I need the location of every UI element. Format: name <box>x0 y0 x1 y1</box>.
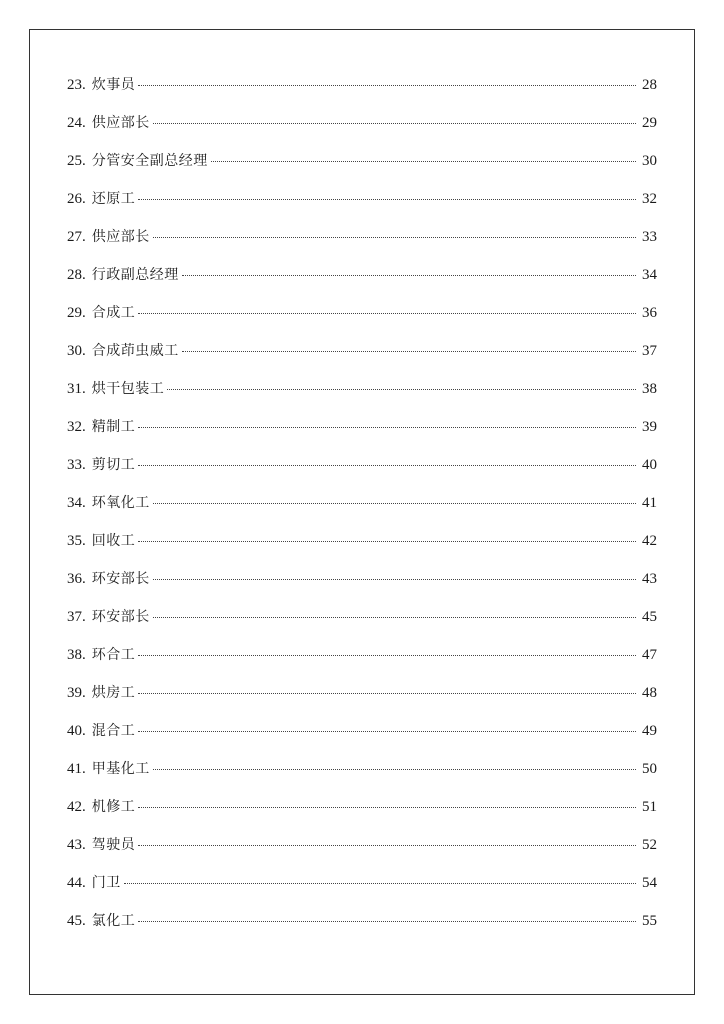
toc-entry-page-number[interactable]: 49 <box>642 723 657 739</box>
toc-entry-number: 42. <box>67 799 86 815</box>
toc-entry[interactable] <box>67 721 657 759</box>
toc-entry-number: 33. <box>67 457 86 473</box>
toc-entry-title[interactable]: 还原工 <box>91 191 136 207</box>
toc-entry-page-number[interactable]: 40 <box>642 457 657 473</box>
toc-entry-page-number[interactable]: 30 <box>642 153 657 169</box>
toc-entry-number: 43. <box>67 837 86 853</box>
toc-entry-number: 34. <box>67 495 86 511</box>
toc-entry-page-number[interactable]: 39 <box>642 419 657 435</box>
toc-entry[interactable] <box>67 759 657 797</box>
toc-entry-title[interactable]: 行政副总经理 <box>91 267 179 283</box>
toc-entry-page-number[interactable]: 37 <box>642 343 657 359</box>
toc-entry[interactable] <box>67 645 657 683</box>
toc-entry-title[interactable]: 环氧化工 <box>91 495 150 511</box>
toc-entry-page-number[interactable]: 47 <box>642 647 657 663</box>
dot-leader <box>138 427 636 428</box>
toc-entry[interactable] <box>67 75 657 113</box>
toc-entry-page-number[interactable]: 28 <box>642 77 657 93</box>
dot-leader <box>138 313 636 314</box>
toc-entry-title[interactable]: 烘干包装工 <box>91 381 165 397</box>
toc-entry-title[interactable]: 回收工 <box>91 533 136 549</box>
dot-leader <box>138 655 636 656</box>
toc-entry-title[interactable]: 剪切工 <box>91 457 136 473</box>
dot-leader <box>182 351 636 352</box>
toc-entry-page-number[interactable]: 29 <box>642 115 657 131</box>
toc-entry-number: 25. <box>67 153 86 169</box>
dot-leader <box>138 807 636 808</box>
toc-entry-page-number[interactable]: 45 <box>642 609 657 625</box>
toc-entry-number: 29. <box>67 305 86 321</box>
dot-leader <box>138 921 636 922</box>
toc-entry-title[interactable]: 氯化工 <box>91 913 136 929</box>
toc-entry[interactable] <box>67 911 657 949</box>
toc-entry-title[interactable]: 门卫 <box>91 875 121 891</box>
toc-entry-page-number[interactable]: 36 <box>642 305 657 321</box>
toc-entry-number: 30. <box>67 343 86 359</box>
toc-entry[interactable] <box>67 835 657 873</box>
toc-entry-number: 35. <box>67 533 86 549</box>
toc-entry[interactable] <box>67 417 657 455</box>
dot-leader <box>138 731 636 732</box>
dot-leader <box>153 237 636 238</box>
toc-entry-number: 27. <box>67 229 86 245</box>
toc-entry-number: 23. <box>67 77 86 93</box>
toc-entry-page-number[interactable]: 32 <box>642 191 657 207</box>
toc-entry[interactable] <box>67 455 657 493</box>
toc-entry-page-number[interactable]: 42 <box>642 533 657 549</box>
toc-entry[interactable] <box>67 265 657 303</box>
toc-entry-title[interactable]: 机修工 <box>91 799 136 815</box>
toc-entry-title[interactable]: 甲基化工 <box>91 761 150 777</box>
toc-entry-page-number[interactable]: 54 <box>642 875 657 891</box>
toc-entry-number: 31. <box>67 381 86 397</box>
dot-leader <box>167 389 636 390</box>
toc-entry-page-number[interactable]: 38 <box>642 381 657 397</box>
toc-entry-page-number[interactable]: 55 <box>642 913 657 929</box>
toc-entry-page-number[interactable]: 52 <box>642 837 657 853</box>
toc-entry-page-number[interactable]: 41 <box>642 495 657 511</box>
toc-entry-title[interactable]: 供应部长 <box>91 115 150 131</box>
dot-leader <box>138 845 636 846</box>
toc-entry[interactable] <box>67 493 657 531</box>
dot-leader <box>138 541 636 542</box>
toc-entry[interactable] <box>67 531 657 569</box>
dot-leader <box>153 123 636 124</box>
toc-entry[interactable] <box>67 303 657 341</box>
toc-entry[interactable] <box>67 683 657 721</box>
dot-leader <box>182 275 636 276</box>
toc-entry-number: 40. <box>67 723 86 739</box>
toc-entry-page-number[interactable]: 50 <box>642 761 657 777</box>
toc-entry[interactable] <box>67 873 657 911</box>
dot-leader <box>153 769 636 770</box>
dot-leader <box>138 199 636 200</box>
toc-entry-title[interactable]: 供应部长 <box>91 229 150 245</box>
dot-leader <box>153 617 636 618</box>
dot-leader <box>138 693 636 694</box>
dot-leader <box>153 579 636 580</box>
dot-leader <box>153 503 636 504</box>
toc-entry-title[interactable]: 环安部长 <box>91 609 150 625</box>
toc-entry[interactable] <box>67 607 657 645</box>
toc-entry-title[interactable]: 炊事员 <box>91 77 136 93</box>
toc-entry-page-number[interactable]: 48 <box>642 685 657 701</box>
dot-leader <box>211 161 636 162</box>
toc-entry-page-number[interactable]: 51 <box>642 799 657 815</box>
toc-entry-title[interactable]: 分管安全副总经理 <box>91 153 208 169</box>
toc-entry-title[interactable]: 环安部长 <box>91 571 150 587</box>
toc-entry-page-number[interactable]: 33 <box>642 229 657 245</box>
toc-entry-title[interactable]: 合成工 <box>91 305 136 321</box>
toc-entry[interactable] <box>67 227 657 265</box>
toc-entry-title[interactable]: 环合工 <box>91 647 136 663</box>
toc-entry[interactable] <box>67 569 657 607</box>
toc-entry-title[interactable]: 驾驶员 <box>91 837 136 853</box>
toc-entry[interactable] <box>67 341 657 379</box>
toc-entry-number: 28. <box>67 267 86 283</box>
toc-entry[interactable] <box>67 151 657 189</box>
toc-entry-title[interactable]: 烘房工 <box>91 685 136 701</box>
toc-entry-number: 32. <box>67 419 86 435</box>
toc-entry[interactable] <box>67 379 657 417</box>
toc-entry-number: 41. <box>67 761 86 777</box>
toc-entry-title[interactable]: 合成茚虫威工 <box>91 343 179 359</box>
dot-leader <box>138 85 636 86</box>
toc-entry-number: 39. <box>67 685 86 701</box>
toc-entry-number: 45. <box>67 913 86 929</box>
toc-entry-number: 44. <box>67 875 86 891</box>
toc-entry-number: 37. <box>67 609 86 625</box>
toc-entry-title[interactable]: 精制工 <box>91 419 136 435</box>
toc-entry-page-number[interactable]: 34 <box>642 267 657 283</box>
table-of-contents <box>67 75 657 949</box>
toc-entry-number: 36. <box>67 571 86 587</box>
toc-entry-number: 24. <box>67 115 86 131</box>
dot-leader <box>138 465 636 466</box>
toc-entry-title[interactable]: 混合工 <box>91 723 136 739</box>
dot-leader <box>124 883 636 884</box>
toc-entry[interactable] <box>67 797 657 835</box>
toc-entry-page-number[interactable]: 43 <box>642 571 657 587</box>
toc-entry[interactable] <box>67 113 657 151</box>
toc-entry-number: 38. <box>67 647 86 663</box>
toc-entry-number: 26. <box>67 191 86 207</box>
toc-entry[interactable] <box>67 189 657 227</box>
